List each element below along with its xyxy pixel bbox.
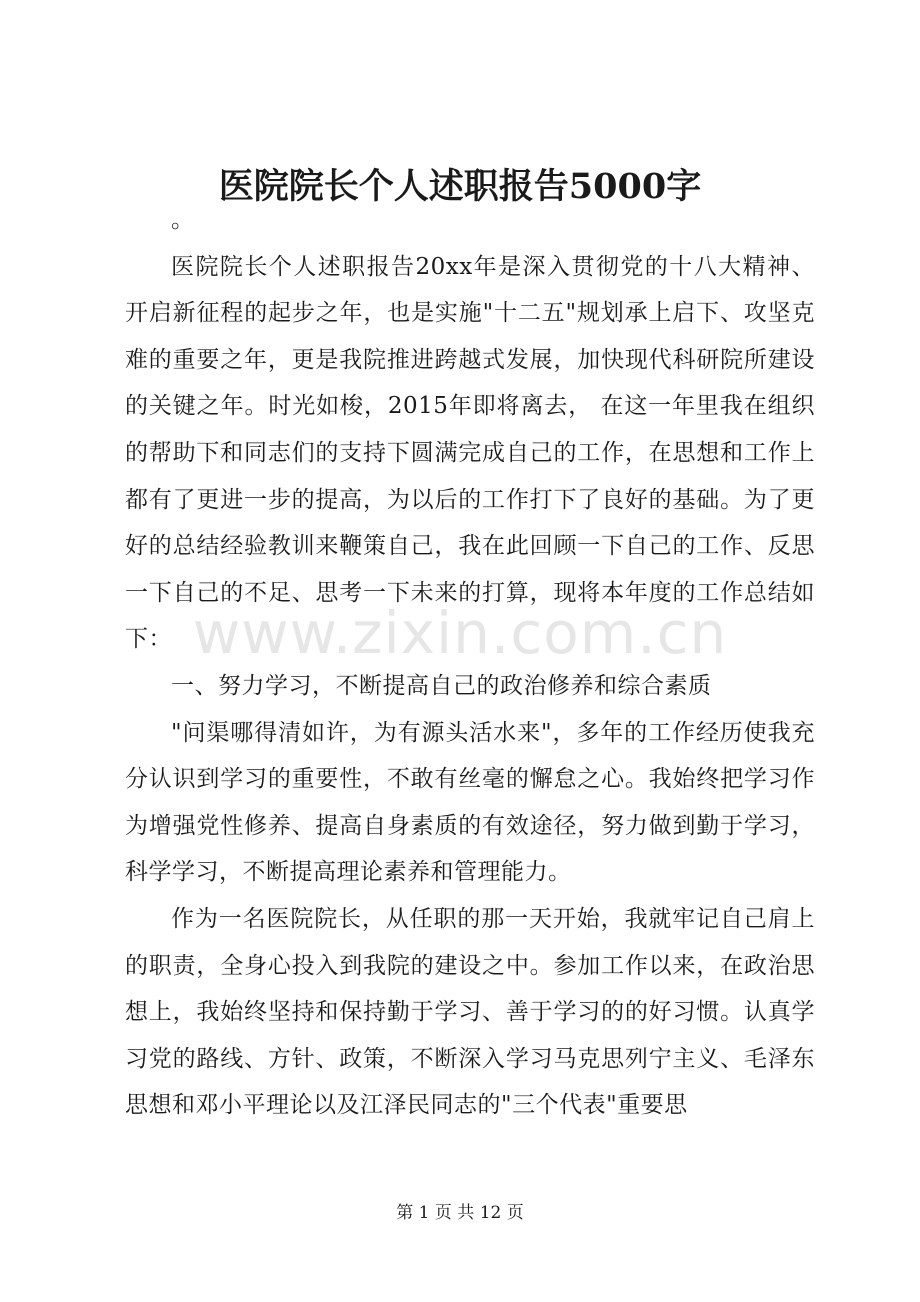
paragraph-0: 。 (171, 207, 195, 233)
paragraph-2: 一、努力学习，不断提高自己的政治修养和综合素质 (171, 672, 712, 699)
paragraph-4: 作为一名医院院长，从任职的那一天开始，我就牢记自己肩上的职责，全身心投入到我院的建设之中。参加工作以来，在政治思想上，我始终坚持和保持勤于学习、善于学习的的好习惯。认真学习党的路线、方针、政策，不断深入学习马克思列宁主义、毛泽东思想和邓小平理论以及江泽民同志的"三个代表"重要思 (125, 905, 815, 1119)
watermark: www.zixin.com.cn (192, 599, 728, 667)
paragraph-1: 医院院长个人述职报告20xx年是深入贯彻党的十八大精神、开启新征程的起步之年，也是实施"十二五"规划承上启下、攻坚克难的重要之年，更是我院推进跨越式发展，加快现代科研院所建设的关键之年。时光如梭，2015年即将离去， 在这一年里我在组织的帮助下和同志们的支持下圆满完成自己的工作，在思想和工作上都有了更进一步的提高，为以后的工作打下了良好的基础。为了更好的总结经验教训来鞭策自己，我在此回顾一下自己的工作、反思一下自己的不足、思考一下未来的打算，现将本年度的工作总结如下： (125, 253, 815, 653)
paragraph-3: "问渠哪得清如许，为有源头活水来"，多年的工作经历使我充分认识到学习的重要性，不敢有丝毫的懈怠之心。我始终把学习作为增强党性修养、提高自身素质的有效途径，努力做到勤于学习，科学学习，不断提高理论素养和管理能力。 (125, 719, 815, 886)
page-footer: 第 1 页 共 12 页 (396, 1203, 524, 1223)
document-body (125, 197, 815, 1129)
document-title: 医院院长个人述职报告5000字 (218, 166, 702, 207)
